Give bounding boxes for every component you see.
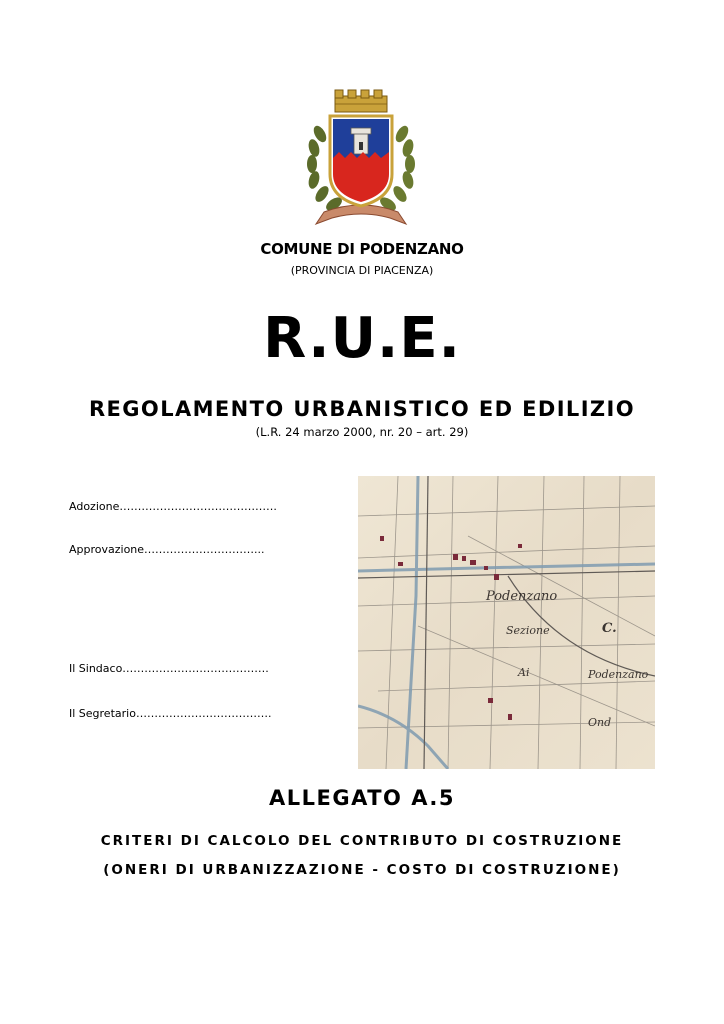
historical-map-image bbox=[358, 476, 655, 769]
adozione-line: Adozione……………………………………. bbox=[69, 500, 277, 513]
map-label-ai: Ai bbox=[518, 666, 530, 679]
map-label-ond: Ond bbox=[588, 716, 612, 729]
map-label-town2: Podenzano bbox=[588, 668, 649, 681]
law-reference: (L.R. 24 marzo 2000, nr. 20 – art. 29) bbox=[255, 425, 469, 439]
document-acronym: R.U.E. bbox=[263, 306, 461, 371]
annex-title: ALLEGATO A.5 bbox=[269, 786, 455, 810]
mural-crown bbox=[335, 90, 387, 112]
municipality-name: COMUNE DI PODENZANO bbox=[260, 240, 464, 258]
annex-subtitle-1: CRITERI DI CALCOLO DEL CONTRIBUTO DI COSTRUZIONE bbox=[100, 833, 624, 849]
segretario-line: Il Segretario………………………………. bbox=[69, 707, 272, 720]
province-name: (PROVINCIA DI PIACENZA) bbox=[290, 264, 434, 277]
map-label-sezione: Sezione bbox=[506, 624, 550, 637]
sindaco-line: Il Sindaco…………………………………. bbox=[69, 662, 269, 675]
coat-of-arms-emblem bbox=[302, 86, 420, 236]
map-label-letter: C. bbox=[602, 621, 617, 636]
annex-subtitle-2: (ONERI DI URBANIZZAZIONE - COSTO DI COSTRUZIONE) bbox=[103, 862, 621, 878]
map-label-town: Podenzano bbox=[486, 589, 558, 604]
approvazione-line: Approvazione…………………………... bbox=[69, 543, 265, 556]
document-title: REGOLAMENTO URBANISTICO ED EDILIZIO bbox=[88, 397, 636, 421]
